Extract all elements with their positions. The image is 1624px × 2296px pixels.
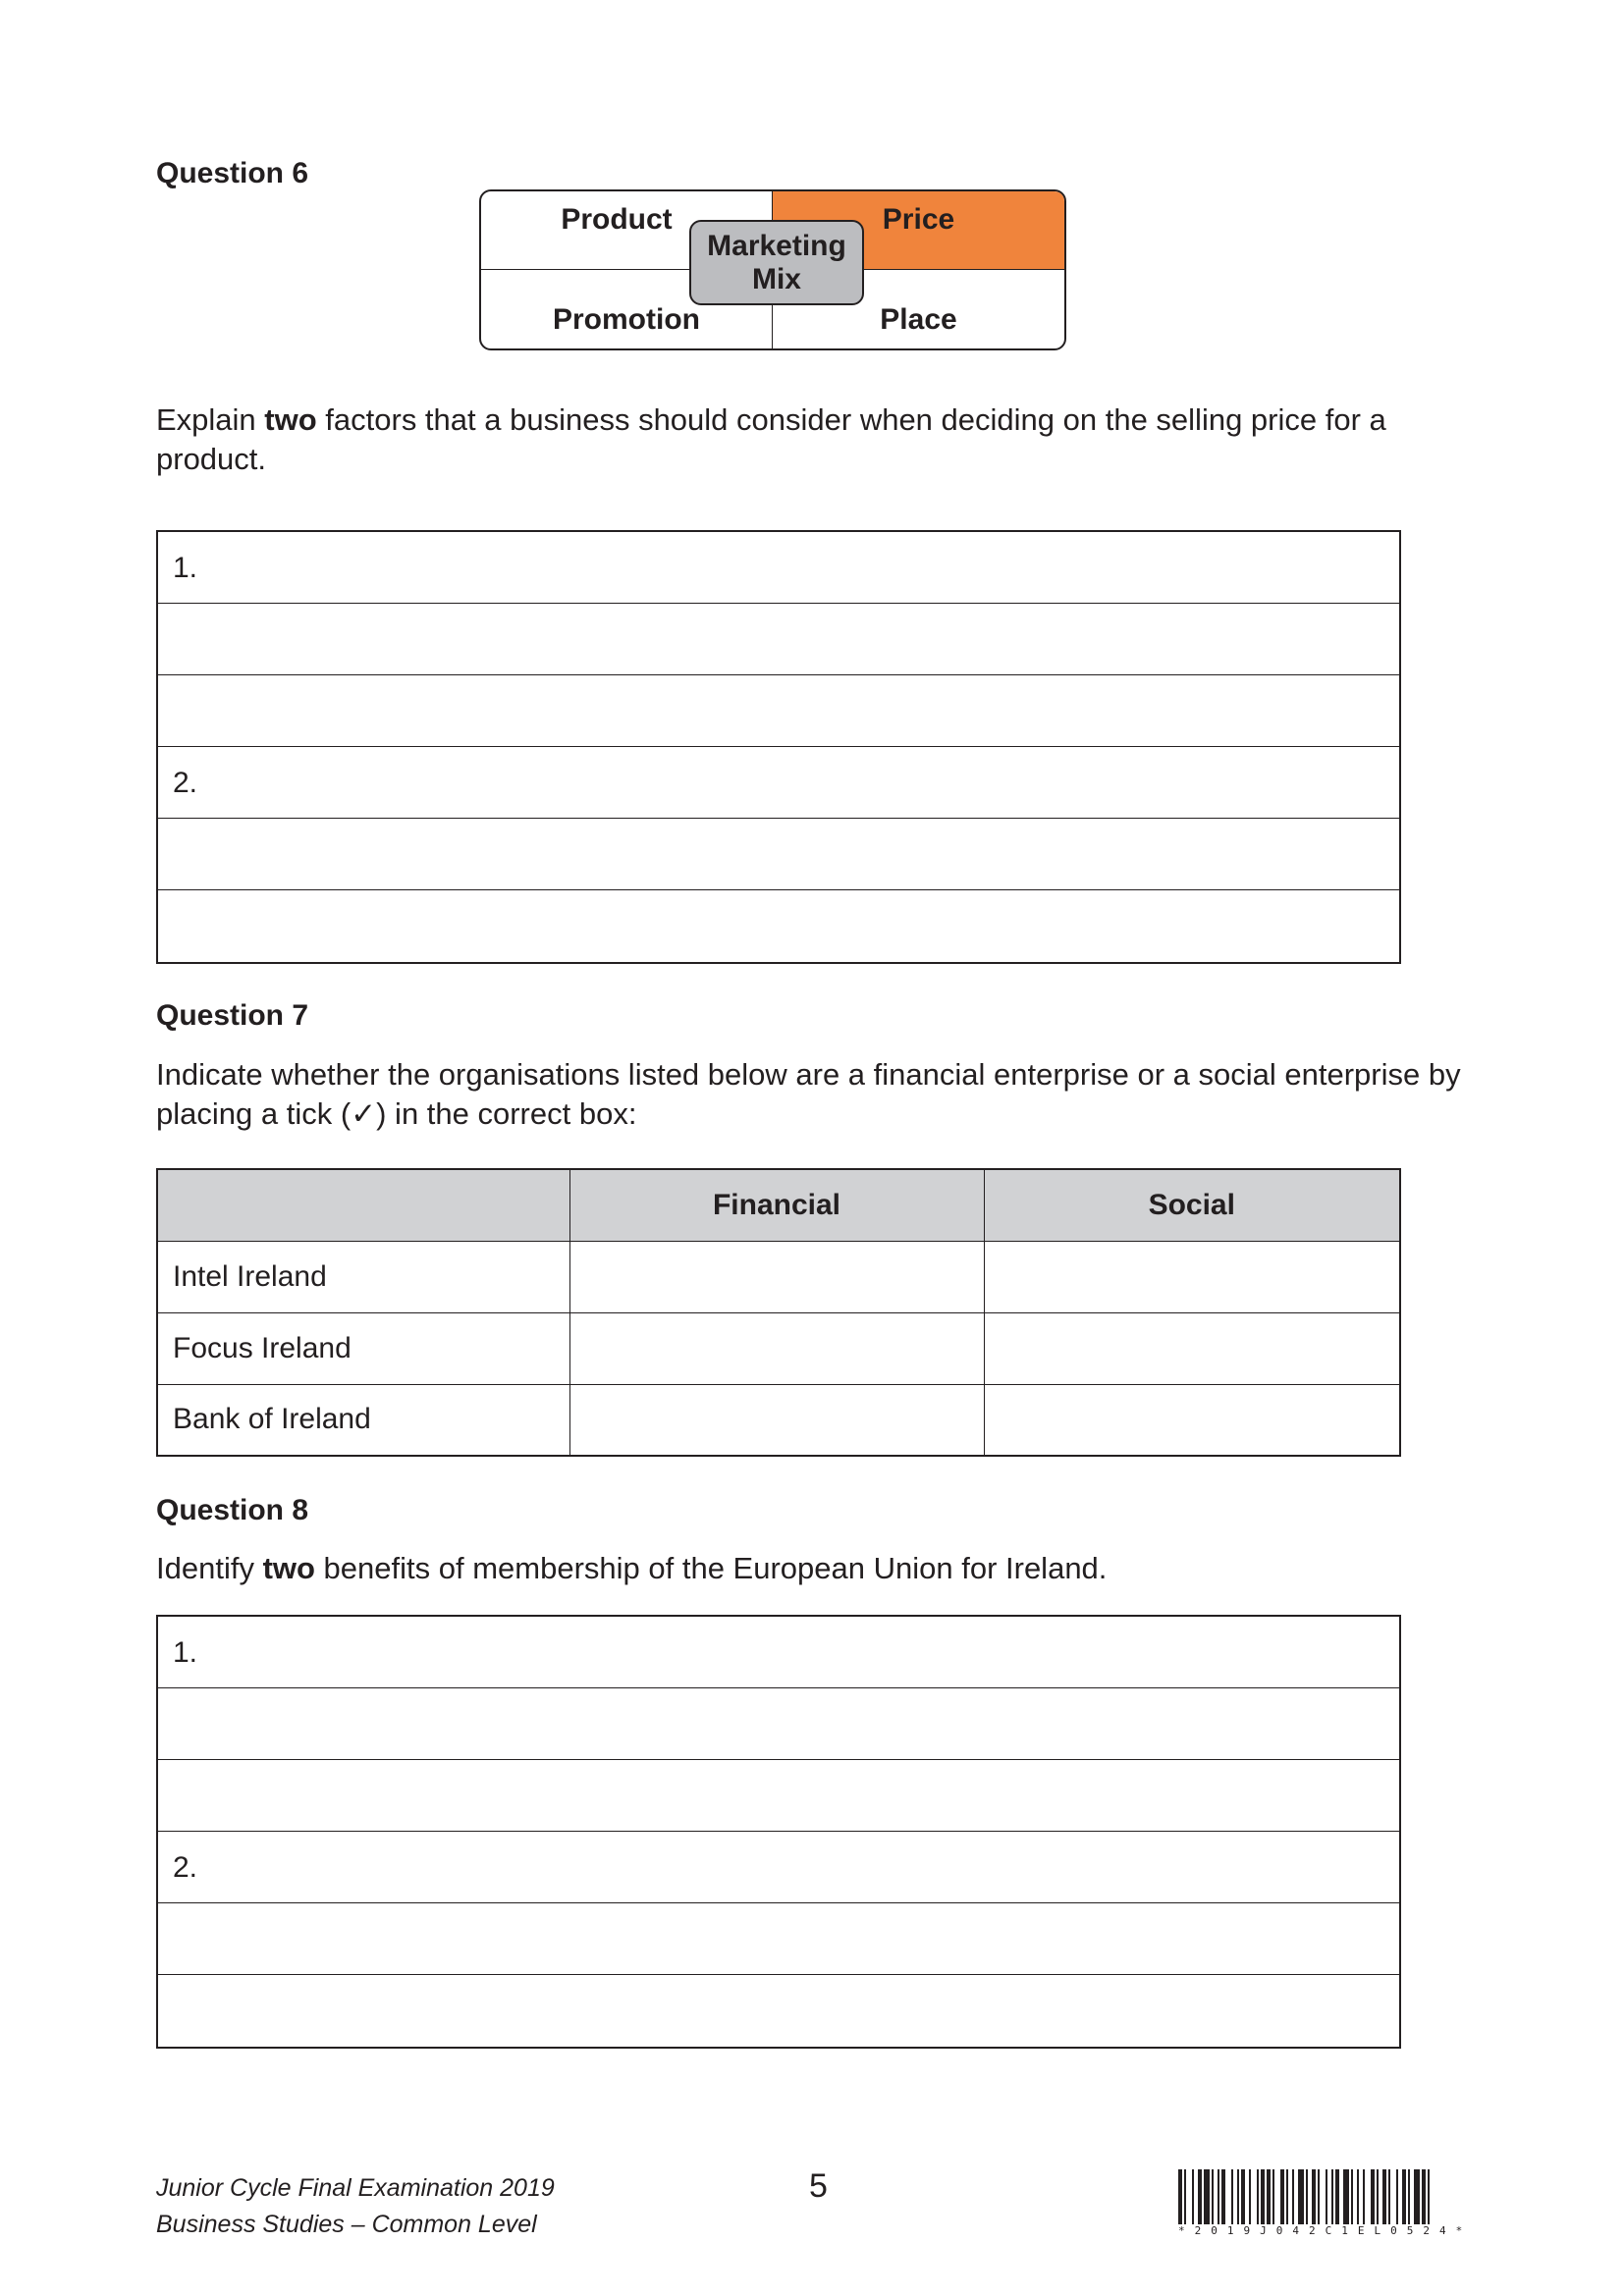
barcode-bar [1382,2169,1386,2224]
mix-price: Price [773,191,1064,270]
footer-exam-title: Junior Cycle Final Examination 2019 [156,2174,555,2202]
table-header-blank [157,1169,569,1241]
mix-product: Product [481,191,773,270]
mix-promotion: Promotion [481,270,773,348]
barcode-bar [1388,2169,1390,2224]
answer-line[interactable] [158,1903,1399,1975]
barcode-bar [1414,2169,1420,2224]
answer-line[interactable] [158,604,1399,675]
page-number: 5 [809,2167,828,2205]
barcode-bar [1231,2169,1233,2224]
q6-text-before: Explain [156,402,265,437]
barcode-bar [1312,2169,1316,2224]
question-8-text [156,1549,1423,1588]
mix-center-line2: Mix [751,262,801,295]
enterprise-table [156,1168,1401,1457]
question-7-text: Indicate whether the organisations listed below are a financial enterprise or a social enterprise by placing a tick (✓) in the correct box: [156,1057,1461,1131]
barcode-bar [1292,2169,1294,2224]
barcode-bar [1204,2169,1210,2224]
answer-line[interactable] [158,1975,1399,2047]
barcode-bar [1249,2169,1251,2224]
barcode-bar [1408,2169,1410,2224]
barcode-bar [1192,2169,1194,2224]
barcode-bar [1335,2169,1339,2224]
barcode-bar [1280,2169,1284,2224]
question-8-heading: Question 8 [156,1494,309,1526]
table-header-social: Social [984,1169,1400,1241]
barcode-bar [1261,2169,1265,2224]
financial-tick-box[interactable] [569,1241,984,1312]
barcode-bar [1318,2169,1320,2224]
barcode-bar [1357,2169,1359,2224]
barcode-bar [1237,2169,1239,2224]
org-name: Bank of Ireland [157,1384,569,1456]
barcode-bar [1267,2169,1271,2224]
answer-line[interactable] [158,1760,1399,1832]
social-tick-box[interactable] [984,1312,1400,1384]
barcode [1178,2169,1517,2238]
barcode-bar [1402,2169,1406,2224]
social-tick-box[interactable] [984,1384,1400,1456]
barcode-bar [1331,2169,1333,2224]
answer-line[interactable] [158,819,1399,890]
question-6-answer-box[interactable] [156,530,1401,964]
barcode-bar [1396,2169,1398,2224]
barcode-bar [1218,2169,1219,2224]
q6-text-after: factors that a business should consider when deciding on the selling price for a product. [156,402,1386,476]
question-7-heading: Question 7 [156,999,309,1032]
answer-line[interactable]: 1. [158,1617,1399,1688]
barcode-bar [1351,2169,1353,2224]
barcode-bar [1298,2169,1304,2224]
social-tick-box[interactable] [984,1241,1400,1312]
table-row [157,1384,1400,1456]
q8-text-after: benefits of membership of the European Union for Ireland. [314,1551,1108,1585]
barcode-bar [1363,2169,1365,2224]
question-6-text [156,400,1423,479]
barcode-bar [1221,2169,1225,2224]
financial-tick-box[interactable] [569,1384,984,1456]
answer-line[interactable]: 1. [158,532,1399,604]
financial-tick-box[interactable] [569,1312,984,1384]
answer-line[interactable] [158,675,1399,747]
answer-line[interactable]: 2. [158,747,1399,819]
table-header-row [157,1169,1400,1241]
org-name: Intel Ireland [157,1241,569,1312]
answer-line[interactable] [158,890,1399,962]
mix-place: Place [880,303,957,336]
answer-line[interactable]: 2. [158,1832,1399,1903]
barcode-bar [1198,2169,1202,2224]
q8-text-bold: two [262,1551,315,1585]
table-row [157,1241,1400,1312]
marketing-mix-center [689,220,864,305]
barcode-bar [1257,2169,1259,2224]
barcode-bar [1286,2169,1288,2224]
table-row [157,1312,1400,1384]
barcode-bar [1212,2169,1214,2224]
barcode-bar [1178,2169,1182,2224]
barcode-bar [1371,2169,1375,2224]
footer-subject: Business Studies – Common Level [156,2211,537,2238]
barcode-bar [1306,2169,1308,2224]
barcode-bar [1326,2169,1327,2224]
barcode-bar [1272,2169,1274,2224]
org-name: Focus Ireland [157,1312,569,1384]
q8-text-before: Identify [156,1551,263,1585]
q6-text-bold: two [264,402,317,437]
mix-center-line1: Marketing [707,229,846,262]
barcode-text: *2019J042C1EL0524* [1178,2224,1473,2237]
barcode-bar [1241,2169,1245,2224]
question-6-heading: Question 6 [156,157,309,189]
table-header-financial: Financial [569,1169,984,1241]
question-8-answer-box[interactable] [156,1615,1401,2049]
answer-line[interactable] [158,1688,1399,1760]
barcode-bars [1178,2169,1517,2224]
barcode-bar [1343,2169,1349,2224]
barcode-bar [1377,2169,1379,2224]
barcode-bar [1184,2169,1186,2224]
barcode-bar [1428,2169,1430,2224]
barcode-bar [1422,2169,1426,2224]
